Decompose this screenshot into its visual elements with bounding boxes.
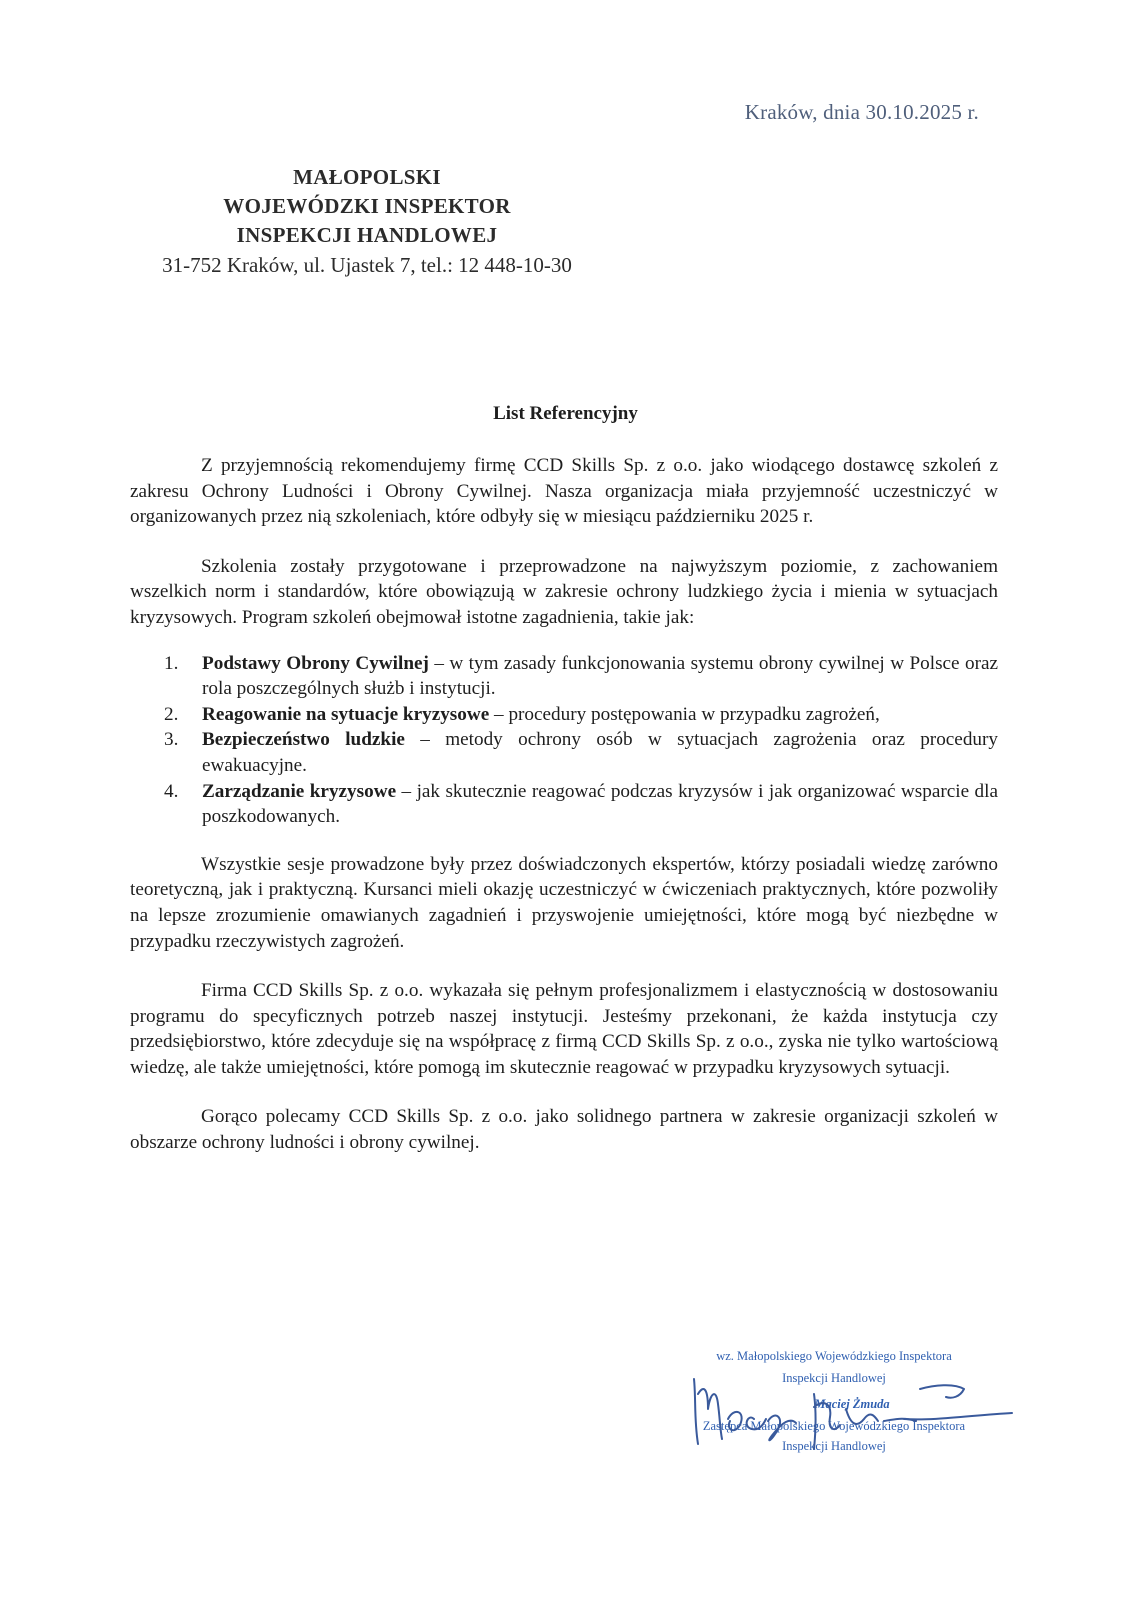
list-number: 1. [164, 652, 179, 674]
list-number: 3. [164, 729, 179, 751]
topic-title: Podstawy Obrony Cywilnej [202, 652, 429, 674]
paragraph-training-quality: Szkolenia zostały przygotowane i przeprowadzone na najwyższym poziomie, z zachowaniem wszelkich norm i standardów, które obowiązują w zakresie ochrony ludzkiego życia i mienia w sytuacjach kryzysowych. Program szkoleń obejmował istotne zagadnienia, takie jak: [130, 555, 998, 628]
stamp-line-2: Inspekcji Handlowej [782, 1371, 886, 1385]
topics-list-item [130, 651, 998, 702]
sender-name-line-1: MAŁOPOLSKI [293, 165, 441, 189]
topic-description: – jak skutecznie reagować podczas kryzysów i jak organizować wsparcie dla poszkodowanych. [202, 780, 998, 828]
list-number: 2. [164, 703, 179, 725]
topic-description: – w tym zasady funkcjonowania systemu obrony cywilnej w Polsce oraz rola poszczególnych służb i instytucji. [202, 652, 999, 700]
topic-description: – procedury postępowania w przypadku zagrożeń, [489, 703, 880, 725]
topic-description: – metody ochrony osób w sytuacjach zagrożenia oraz procedury ewakuacyjne. [202, 729, 998, 776]
stamp-signatory-name: Maciej Żmuda [814, 1397, 890, 1411]
topic-title: Reagowanie na sytuacje kryzysowe [202, 703, 490, 725]
sender-block [132, 163, 602, 280]
topics-list [130, 651, 998, 830]
sender-address: 31-752 Kraków, ul. Ujastek 7, tel.: 12 448-10-30 [162, 253, 572, 277]
topic-title: Zarządzanie kryzysowe [202, 780, 397, 802]
paragraph-experts: Wszystkie sesje prowadzone były przez doświadczonych ekspertów, którzy posiadali wiedzę zarówno teoretyczną, jak i praktyczną. Kursanci mieli okazję uczestniczyć w ćwiczeniach praktycznych, które pozwoliły na lepsze zrozumienie omawianych zagadnień i przyswojenie umiejętności, które mogą być niezbędne w przypadku rzeczywistych zagrożeń. [130, 853, 998, 952]
stamp-line-5: Inspekcji Handlowej [782, 1439, 886, 1453]
sender-name-line-3: INSPEKCJI HANDLOWEJ [236, 223, 498, 247]
topic-title: Bezpieczeństwo ludzkie [202, 729, 405, 751]
topics-list-item [130, 779, 998, 830]
sender-name-line-2: WOJEWÓDZKI INSPEKTOR [223, 194, 511, 218]
letter-date: Kraków, dnia 30.10.2025 r. [744, 100, 979, 124]
letter-title: List Referencyjny [493, 403, 638, 424]
letter-body [130, 453, 998, 1180]
signature-stamp [664, 1349, 1024, 1469]
paragraph-recommendation: Gorąco polecamy CCD Skills Sp. z o.o. jako solidnego partnera w zakresie organizacji szkoleń w obszarze ochrony ludności i obrony cywilnej. [130, 1106, 998, 1154]
list-number: 4. [164, 780, 179, 802]
paragraph-intro: Z przyjemnością rekomendujemy firmę CCD Skills Sp. z o.o. jako wiodącego dostawcę szkoleń z zakresu Ochrony Ludności i Obrony Cywilnej. Nasza organizacja miała przyjemność uczestniczyć w organizowanych przez nią szkoleniach, które odbyły się w miesiącu październiku 2025 r. [130, 455, 998, 528]
paragraph-professionalism: Firma CCD Skills Sp. z o.o. wykazała się pełnym profesjonalizmem i elastycznością w dostosowaniu programu do specyficznych potrzeb naszej instytucji. Jesteśmy przekonani, że każda instytucja czy przedsiębiorstwo, które zdecyduje się na współpracę z firmą CCD Skills Sp. z o.o., zyska nie tylko wartościową wiedzę, ale także umiejętności, które pomogą im skutecznie reagować w przypadku kryzysowych sytuacji. [130, 980, 998, 1078]
topics-list-item [130, 727, 998, 778]
stamp-line-4: Zastępca Małopolskiego Wojewódzkiego Inspektora [702, 1419, 966, 1433]
handwritten-signature [664, 1349, 1024, 1469]
topics-list-item [130, 702, 998, 728]
stamp-line-1: wz. Małopolskiego Wojewódzkiego Inspektora [716, 1349, 952, 1363]
